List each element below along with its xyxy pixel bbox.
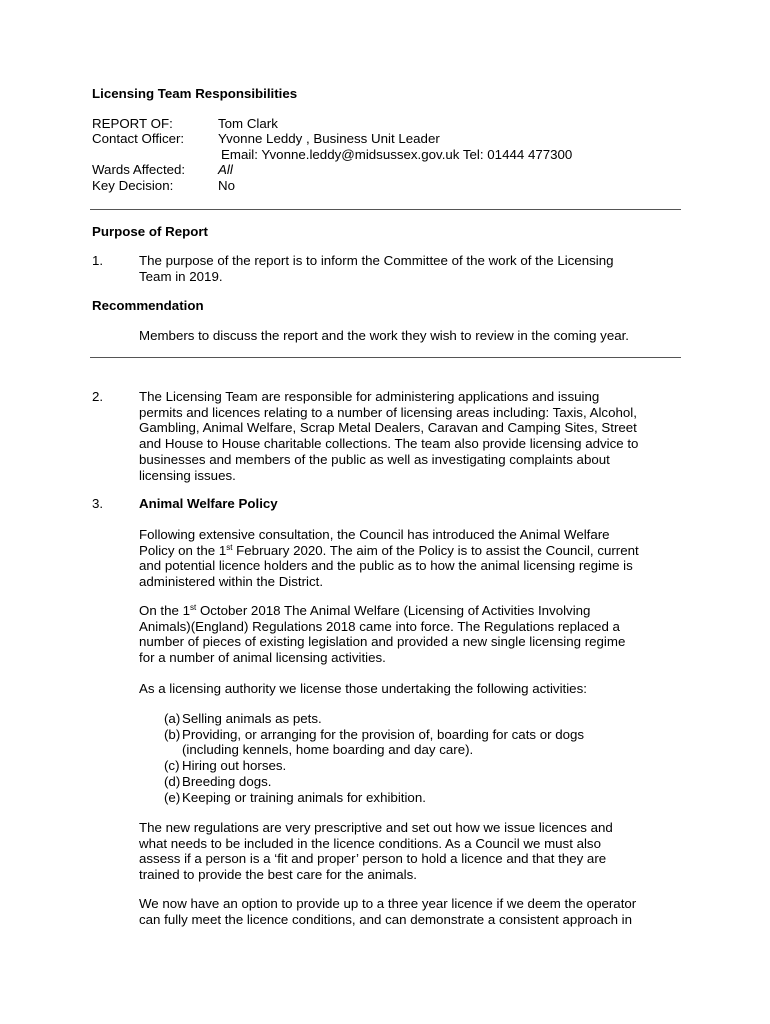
purpose-heading: Purpose of Report — [92, 224, 208, 239]
section-2-line: The Licensing Team are responsible for administering applications and issuing — [139, 389, 600, 404]
paragraph-line: We now have an option to provide up to a three year licence if we deem the operator — [139, 896, 637, 911]
recommendation-heading: Recommendation — [92, 298, 204, 313]
paragraph-line: for a number of animal licensing activities. — [139, 650, 386, 666]
section-2-line: businesses and members of the public as well as investigating complaints about — [139, 451, 610, 467]
document-title: Licensing Team Responsibilities — [92, 86, 298, 101]
paragraph-line: Following extensive consultation, the Council has introduced the Animal Welfare — [139, 527, 610, 542]
animal-welfare-paragraph-5 — [139, 896, 684, 927]
paragraph-line: trained to provide the best care for the animals. — [139, 867, 417, 883]
list-item: (d) Breeding dogs. — [164, 773, 272, 789]
list-item: (c) Hiring out horses. — [164, 758, 287, 774]
key-decision-value: No — [218, 178, 235, 193]
paragraph-line: assess if a person is a ‘fit and proper’ person to hold a licence and that they are — [139, 851, 607, 867]
purpose-line: The purpose of the report is to inform the Committee of the work of the Licensing — [139, 253, 614, 268]
section-2-number: 2. — [92, 389, 104, 404]
list-item-continuation: (including kennels, home boarding and day care). — [182, 742, 474, 758]
activities-list — [164, 711, 584, 805]
paragraph-line: On the 1st October 2018 The Animal Welfare (Licensing of Activities Involving — [139, 603, 591, 618]
section-2-line: and House to House charitable collections. The team also provide licensing advice to — [139, 436, 639, 452]
report-of-value: Tom Clark — [218, 116, 278, 131]
animal-welfare-paragraph-2 — [139, 603, 684, 666]
animal-welfare-paragraph-1 — [139, 527, 684, 590]
animal-welfare-paragraph-4 — [139, 820, 684, 883]
paragraph-line: administered within the District. — [139, 574, 324, 590]
section-2-text — [139, 389, 684, 483]
animal-welfare-paragraph-3: As a licensing authority we license those undertaking the following activities: — [139, 681, 587, 696]
paragraph-line: and potential licence holders and the public as to how the animal licensing regime is — [139, 558, 633, 574]
paragraph-line: what needs to be included in the licence conditions. As a Council we must also — [139, 835, 601, 851]
section-2-line: Gambling, Animal Welfare, Scrap Metal Dealers, Caravan and Camping Sites, Street — [139, 420, 637, 436]
section-2-line: permits and licences relating to a number of licensing areas including: Taxis, Alcohol, — [139, 404, 637, 420]
list-item: (b) Providing, or arranging for the provision of, boarding for cats or dogs — [164, 726, 585, 742]
section-2-line: licensing issues. — [139, 467, 236, 483]
recommendation-text: Members to discuss the report and the work they wish to review in the coming year. — [139, 328, 629, 343]
paragraph-line: number of pieces of existing legislation and provided a new single licensing regime — [139, 634, 626, 650]
report-of-label: REPORT OF: — [92, 116, 173, 131]
list-item: (a) Selling animals as pets. — [164, 711, 322, 726]
list-item: (e) Keeping or training animals for exhibition. — [164, 789, 426, 805]
divider-top — [90, 209, 681, 210]
section-3-number: 3. — [92, 496, 104, 511]
contact-details: Email: Yvonne.leddy@midsussex.gov.uk Tel: 01444 477300 — [221, 147, 573, 162]
divider-bottom — [90, 357, 681, 358]
paragraph-line: Policy on the 1st February 2020. The aim of the Policy is to assist the Council, current — [139, 542, 639, 558]
purpose-text — [139, 253, 684, 284]
key-decision-label: Key Decision: — [92, 178, 174, 193]
wards-affected-value: All — [218, 162, 233, 177]
contact-officer-label: Contact Officer: — [92, 131, 185, 146]
paragraph-line: The new regulations are very prescriptive and set out how we issue licences and — [139, 820, 613, 835]
wards-affected-label: Wards Affected: — [92, 162, 186, 177]
purpose-number: 1. — [92, 253, 104, 268]
contact-officer-value: Yvonne Leddy , Business Unit Leader — [218, 131, 440, 146]
paragraph-line: Animals)(England) Regulations 2018 came into force. The Regulations replaced a — [139, 618, 620, 634]
paragraph-line: can fully meet the licence conditions, and can demonstrate a consistent approach in — [139, 911, 633, 927]
purpose-line: Team in 2019. — [139, 268, 223, 284]
section-3-heading: Animal Welfare Policy — [139, 496, 278, 511]
